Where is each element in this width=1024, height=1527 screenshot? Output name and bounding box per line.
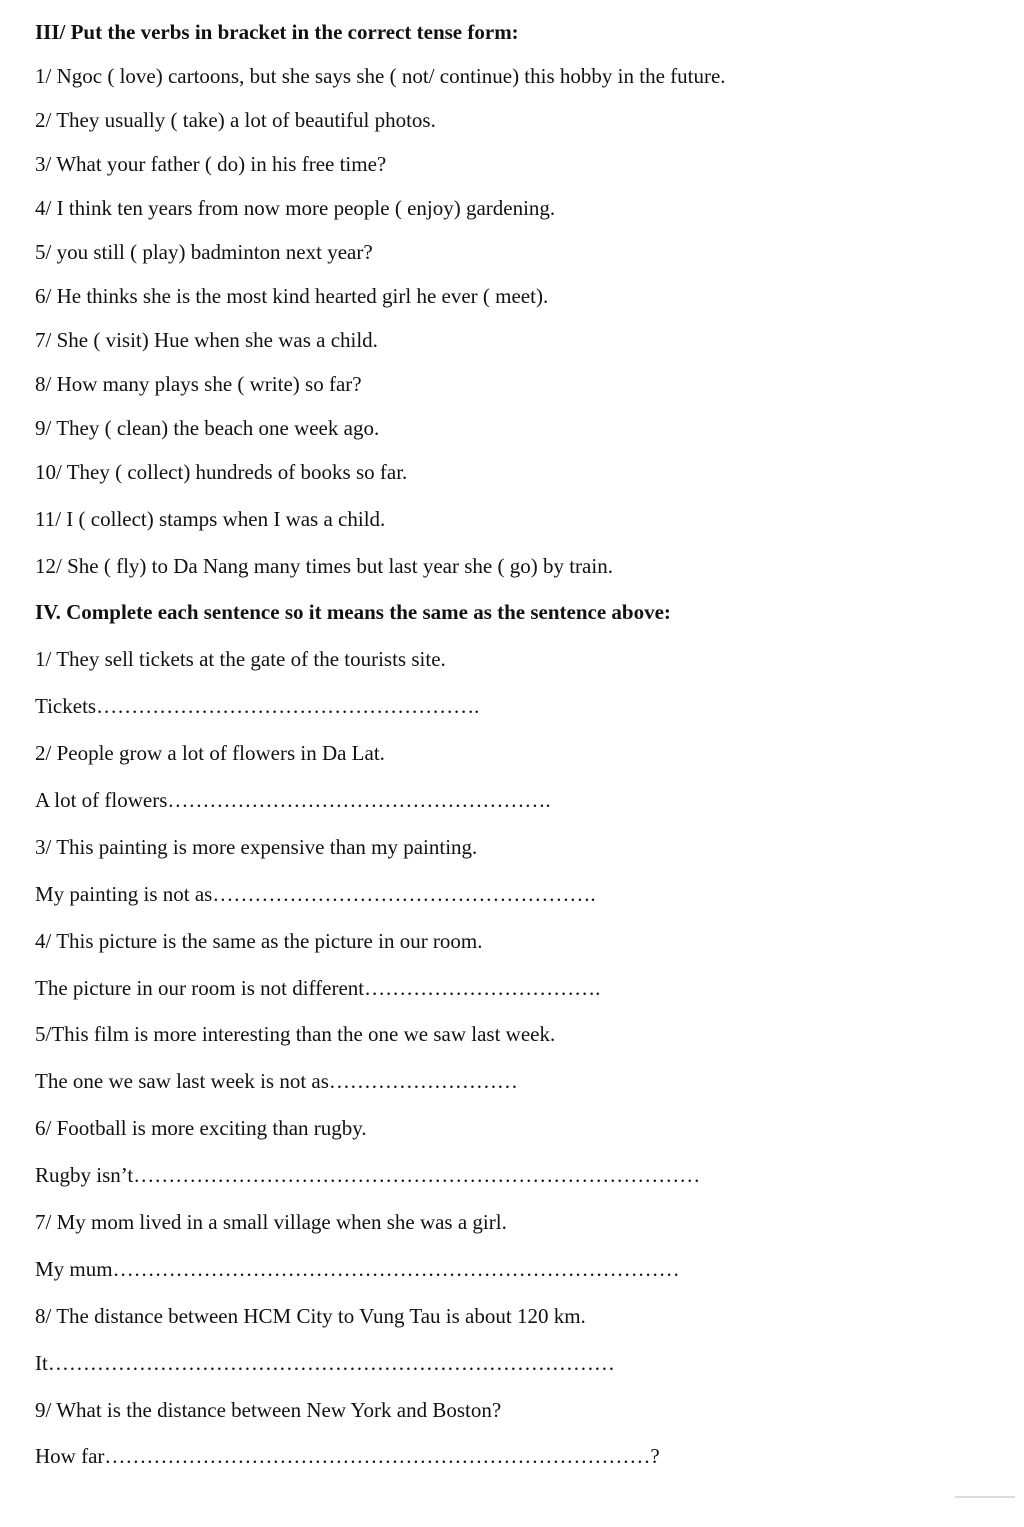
section-3-item-2: 2/ They usually ( take) a lot of beautiful photos.: [35, 108, 436, 132]
section-4-item-7-prompt: My mum………………………………………………………………………: [35, 1257, 680, 1281]
section-4-item-2-prompt: A lot of flowers……………………………………………….: [35, 788, 551, 812]
section-4-item-8-sentence: 8/ The distance between HCM City to Vung Tau is about 120 km.: [35, 1304, 586, 1328]
section-4-item-9-sentence: 9/ What is the distance between New York and Boston?: [35, 1398, 502, 1422]
section-4-item-2-sentence: 2/ People grow a lot of flowers in Da Lat.: [35, 741, 385, 765]
section-4-item-3-sentence: 3/ This painting is more expensive than my painting.: [35, 835, 478, 859]
section-4-item-1-prompt: Tickets……………………………………………….: [35, 694, 480, 718]
section-3-item-7: 7/ She ( visit) Hue when she was a child.: [35, 328, 378, 352]
section-4-item-3-prompt: My painting is not as……………………………………………….: [35, 882, 596, 906]
section-3-item-3: 3/ What your father ( do) in his free time?: [35, 152, 387, 176]
section-4-item-6-prompt: Rugby isn’t………………………………………………………………………: [35, 1163, 701, 1187]
section-4-item-1-sentence: 1/ They sell tickets at the gate of the tourists site.: [35, 647, 446, 671]
section-3-item-10: 10/ They ( collect) hundreds of books so far.: [35, 460, 408, 484]
section-3-item-12: 12/ She ( fly) to Da Nang many times but last year she ( go) by train.: [35, 554, 613, 578]
page-edge-divider: [955, 1496, 1015, 1498]
section-3-item-5: 5/ you still ( play) badminton next year?: [35, 240, 373, 264]
section-3-item-8: 8/ How many plays she ( write) so far?: [35, 372, 362, 396]
section-4-heading: IV. Complete each sentence so it means the same as the sentence above:: [35, 600, 671, 624]
section-3-item-4: 4/ I think ten years from now more people ( enjoy) gardening.: [35, 196, 556, 220]
section-3-item-1: 1/ Ngoc ( love) cartoons, but she says she ( not/ continue) this hobby in the future.: [35, 64, 726, 88]
section-4-item-4-prompt: The picture in our room is not different…………………………….: [35, 976, 601, 1000]
section-3-heading: III/ Put the verbs in bracket in the correct tense form:: [35, 20, 519, 44]
section-4-item-5-sentence: 5/This film is more interesting than the one we saw last week.: [35, 1022, 556, 1046]
section-4-item-8-prompt: It………………………………………………………………………: [35, 1351, 615, 1375]
section-3-item-6: 6/ He thinks she is the most kind hearted girl he ever ( meet).: [35, 284, 549, 308]
section-4-item-4-sentence: 4/ This picture is the same as the picture in our room.: [35, 929, 483, 953]
section-3-item-9: 9/ They ( clean) the beach one week ago.: [35, 416, 380, 440]
section-4-item-7-sentence: 7/ My mom lived in a small village when she was a girl.: [35, 1210, 507, 1234]
section-3-item-11: 11/ I ( collect) stamps when I was a child.: [35, 507, 386, 531]
section-4-item-6-sentence: 6/ Football is more exciting than rugby.: [35, 1116, 367, 1140]
section-4-item-9-prompt: How far……………………………………………………………………?: [35, 1444, 660, 1468]
section-4-item-5-prompt: The one we saw last week is not as………………………: [35, 1069, 518, 1093]
